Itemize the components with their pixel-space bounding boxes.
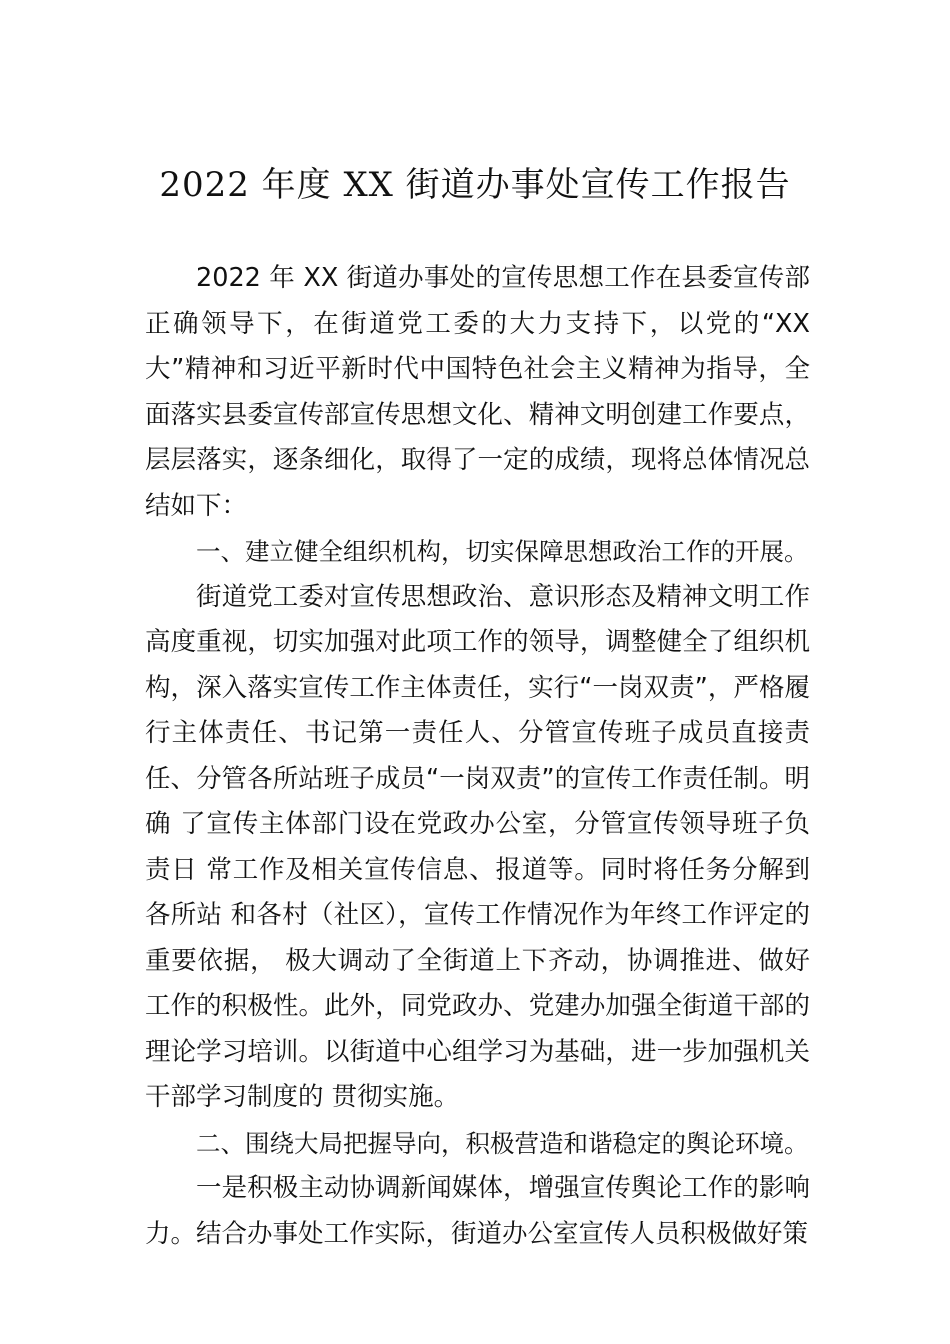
section-2-paragraph: 一是积极主动协调新闻媒体，增强宣传舆论工作的影响力。结合办事处工作实际，街道办公室宣传人员积极做好策 [145, 1173, 810, 1249]
document-title: 2022 年度 XX 街道办事处宣传工作报告 [159, 165, 791, 205]
intro-paragraph: 2022 年 XX 街道办事处的宣传思想工作在县委宣传部正确领导下，在街道党工委的大力支持下，以党的“XX 大”精神和习近平新时代中国特色社会主义精神为指导，全面落实县委宣传部宣传思想文化、精神文明创建工作要点，层层落实，逐条细化，取得了一定的成绩，现将总体情况总结如下： [145, 263, 810, 521]
section-heading-2: 二、围绕大局把握导向，积极营造和谐稳定的舆论环境。 [196, 1128, 809, 1158]
section-heading-1: 一、建立健全组织机构，切实保障思想政治工作的开展。 [196, 537, 809, 566]
document-body [145, 256, 810, 1257]
section-1-paragraph: 街道党工委对宣传思想政治、意识形态及精神文明工作高度重视，切实加强对此项工作的领导，调整健全了组织机构，深入落实宣传工作主体责任，实行“一岗双责”，严格履 行主体责任、书记第一责任人、分管宣传班子成员直接责任、分管各所站班子成员“一岗双责”的宣传工作责任制。明确 了宣传主体部门设在党政办公室，分管宣传领导班子负责日 常工作及相关宣传信息、报道等。同时将任务分解到各所站 和各村（社区），宣传工作情况作为年终工作评定的重要依据， 极大调动了全街道上下齐动，协调推进、做好工作的积极性。此外，同党政办、党建办加强全街道干部的理论学习培训。以街道中心组学习为基础，进一步加强机关干部学习制度的 贯彻实施。 [145, 581, 810, 1112]
